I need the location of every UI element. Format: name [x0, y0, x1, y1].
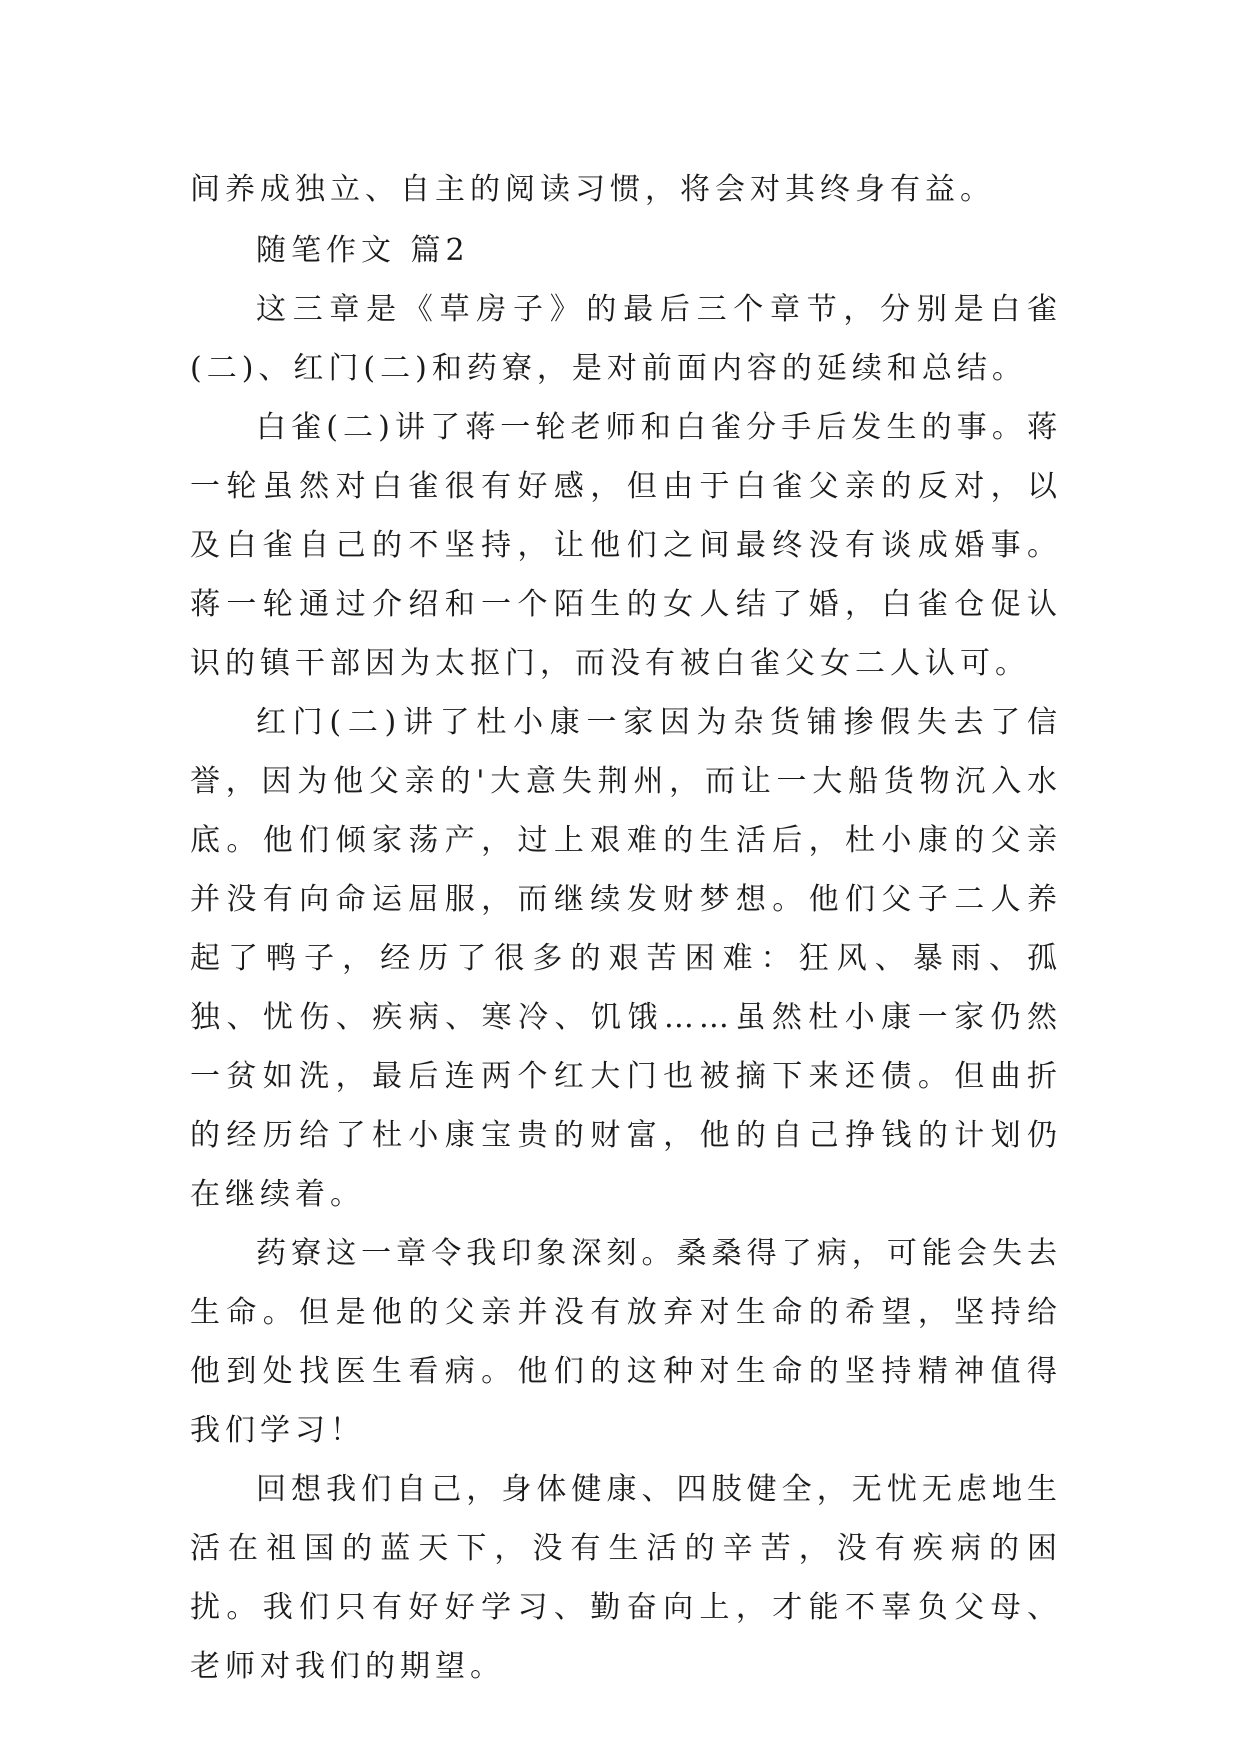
document-body [190, 160, 1062, 1696]
paragraph-reflection: 回想我们自己，身体健康、四肢健全，无忧无虑地生活在祖国的蓝天下，没有生活的辛苦，没有疾病的困扰。我们只有好好学习、勤奋向上，才能不辜负父母、老师对我们的期望。 [190, 1472, 1062, 1684]
section-heading: 随笔作文 篇2 [256, 233, 470, 268]
paragraph-baique: 白雀(二)讲了蒋一轮老师和白雀分手后发生的事。蒋一轮虽然对白雀很有好感，但由于白雀父亲的反对，以及白雀自己的不坚持，让他们之间最终没有谈成婚事。蒋一轮通过介绍和一个陌生的女人结了婚，白雀仓促认识的镇干部因为太抠门，而没有被白雀父女二人认可。 [190, 410, 1062, 681]
continuation-paragraph: 间养成独立、自主的阅读习惯，将会对其终身有益。 [190, 172, 995, 207]
paragraph-hongmen: 红门(二)讲了杜小康一家因为杂货铺掺假失去了信誉，因为他父亲的'大意失荆州，而让一大船货物沉入水底。他们倾家荡产，过上艰难的生活后，杜小康的父亲并没有向命运屈服，而继续发财梦想。他们父子二人养起了鸭子，经历了很多的艰苦困难：狂风、暴雨、孤独、忧伤、疾病、寒冷、饥饿……虽然杜小康一家仍然一贫如洗，最后连两个红大门也被摘下来还债。但曲折的经历给了杜小康宝贵的财富，他的自己挣钱的计划仍在继续着。 [190, 705, 1062, 1212]
paragraph-yaoliao: 药寮这一章令我印象深刻。桑桑得了病，可能会失去生命。但是他的父亲并没有放弃对生命的希望，坚持给他到处找医生看病。他们的这种对生命的坚持精神值得我们学习！ [190, 1236, 1062, 1448]
paragraph-intro: 这三章是《草房子》的最后三个章节，分别是白雀(二)、红门(二)和药寮，是对前面内容的延续和总结。 [190, 292, 1062, 386]
